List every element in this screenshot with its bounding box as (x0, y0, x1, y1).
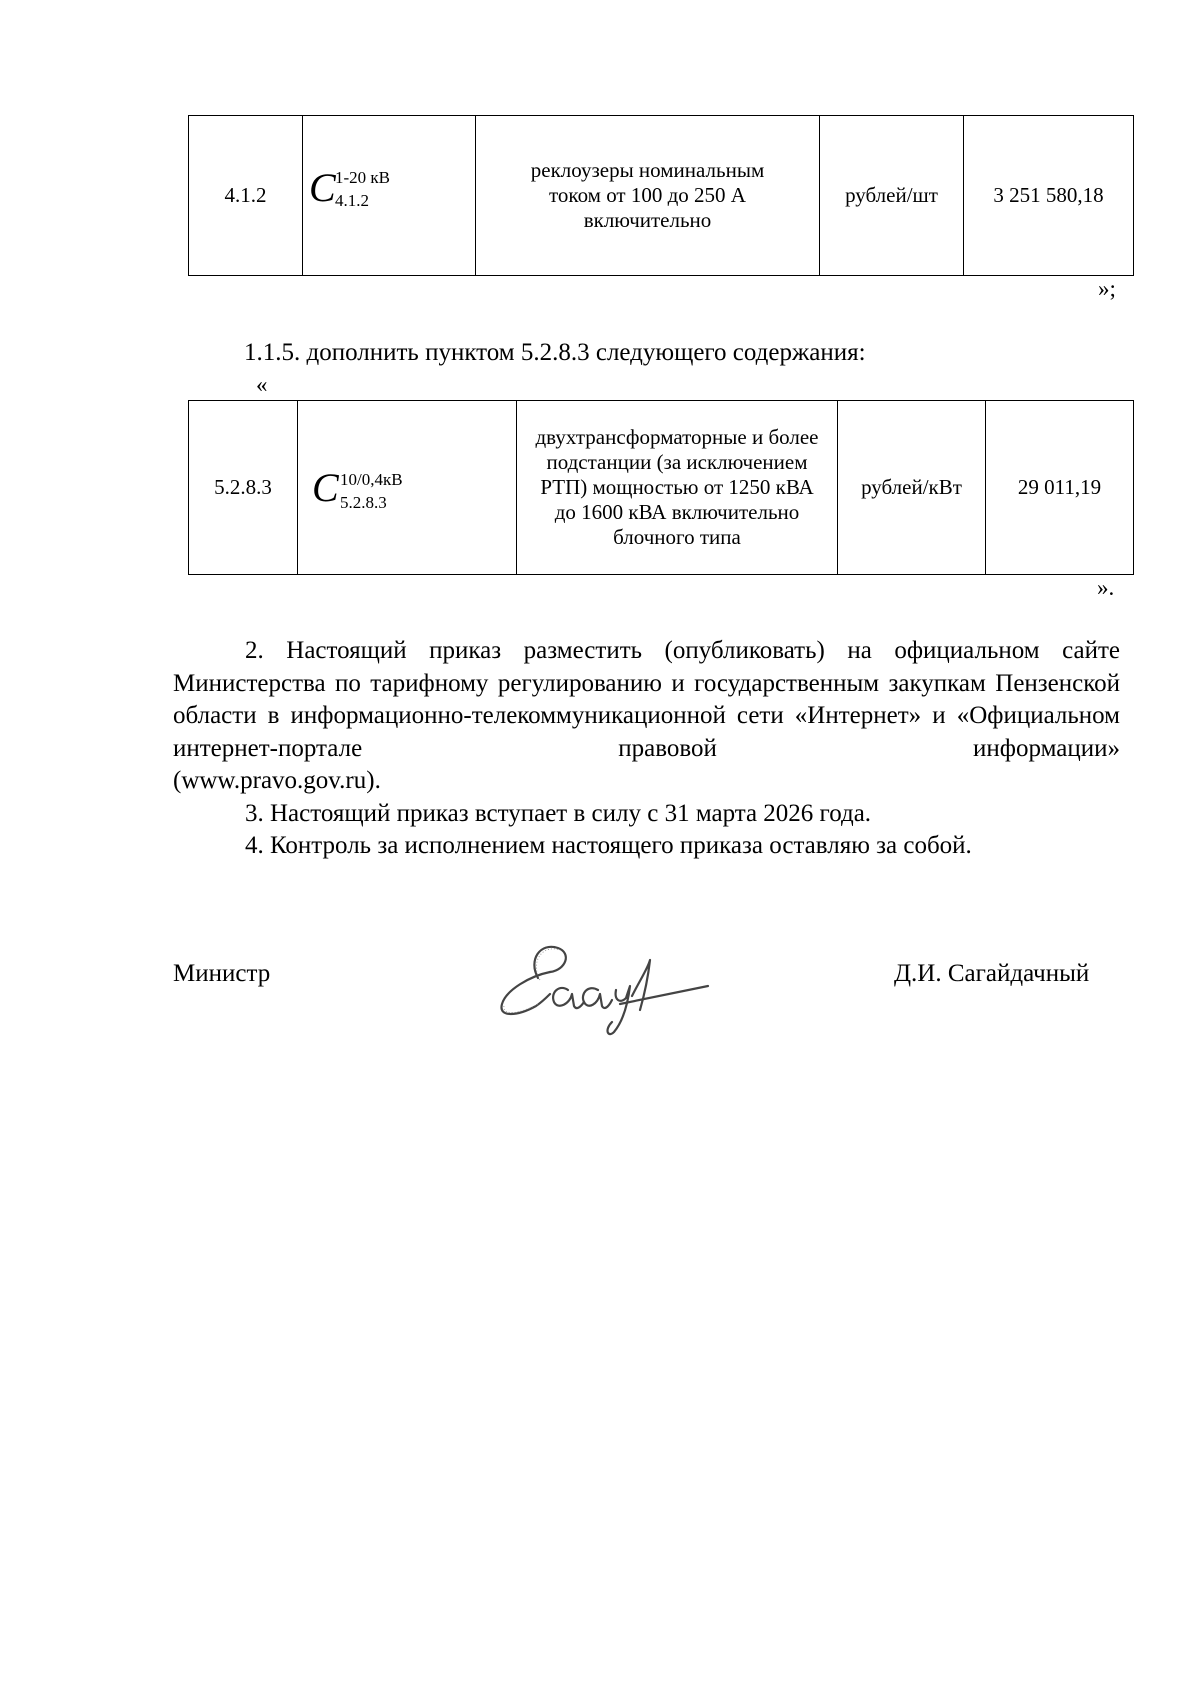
closing-paragraphs (173, 635, 1120, 863)
signatory-position: Министр (173, 960, 271, 987)
symbol-letter: C (312, 465, 339, 510)
table-row (189, 401, 1134, 575)
symbol-letter: C (309, 165, 336, 210)
row-value: 3 251 580,18 (964, 116, 1134, 276)
row-unit: рублей/шт (820, 116, 964, 276)
signatory-name: Д.И. Сагайдачный (894, 960, 1090, 987)
rate-symbol (298, 401, 517, 575)
rate-symbol (303, 116, 476, 276)
paragraph-2-tail: (www.pravo.gov.ru). (173, 767, 381, 794)
row-unit: рублей/кВт (838, 401, 986, 575)
paragraph-2: 2. Настоящий приказ разместить (опубликовать) на официальном сайте Министерства по тарифному регулированию и государственным закупкам Пензенской области в информационно-телекоммуникационной сети «Интернет» и «Официальном интернет-портале правовой информации» (173, 637, 1120, 762)
clause-1-1-5: 1.1.5. дополнить пунктом 5.2.8.3 следующего содержания: (244, 339, 866, 366)
row-description: двухтрансформаторные и более подстанции (за исключением РТП) мощностью от 1250 кВА до 1600 кВА включительно блочного типа (517, 401, 838, 575)
handwritten-signature (480, 920, 720, 1040)
tariff-table-2 (188, 400, 1134, 575)
tariff-table-1 (188, 115, 1134, 276)
row-description: реклоузеры номинальным током от 100 до 250 А включительно (476, 116, 820, 276)
symbol-superscript: 1-20 кВ (335, 168, 391, 187)
row-number: 5.2.8.3 (189, 401, 298, 575)
table-row (189, 116, 1134, 276)
symbol-superscript: 10/0,4кВ (340, 470, 403, 489)
symbol-subscript: 5.2.8.3 (340, 493, 387, 512)
row-number: 4.1.2 (189, 116, 303, 276)
table1-closing-quote: »; (1098, 276, 1116, 301)
paragraph-3: 3. Настоящий приказ вступает в силу с 31 марта 2026 года. (245, 799, 872, 827)
table2-opening-quote: « (256, 372, 268, 397)
symbol-subscript: 4.1.2 (335, 191, 369, 210)
paragraph-4: 4. Контроль за исполнением настоящего приказа оставляю за собой. (245, 832, 972, 859)
table2-closing-quote: ». (1097, 575, 1115, 600)
row-value: 29 011,19 (986, 401, 1134, 575)
